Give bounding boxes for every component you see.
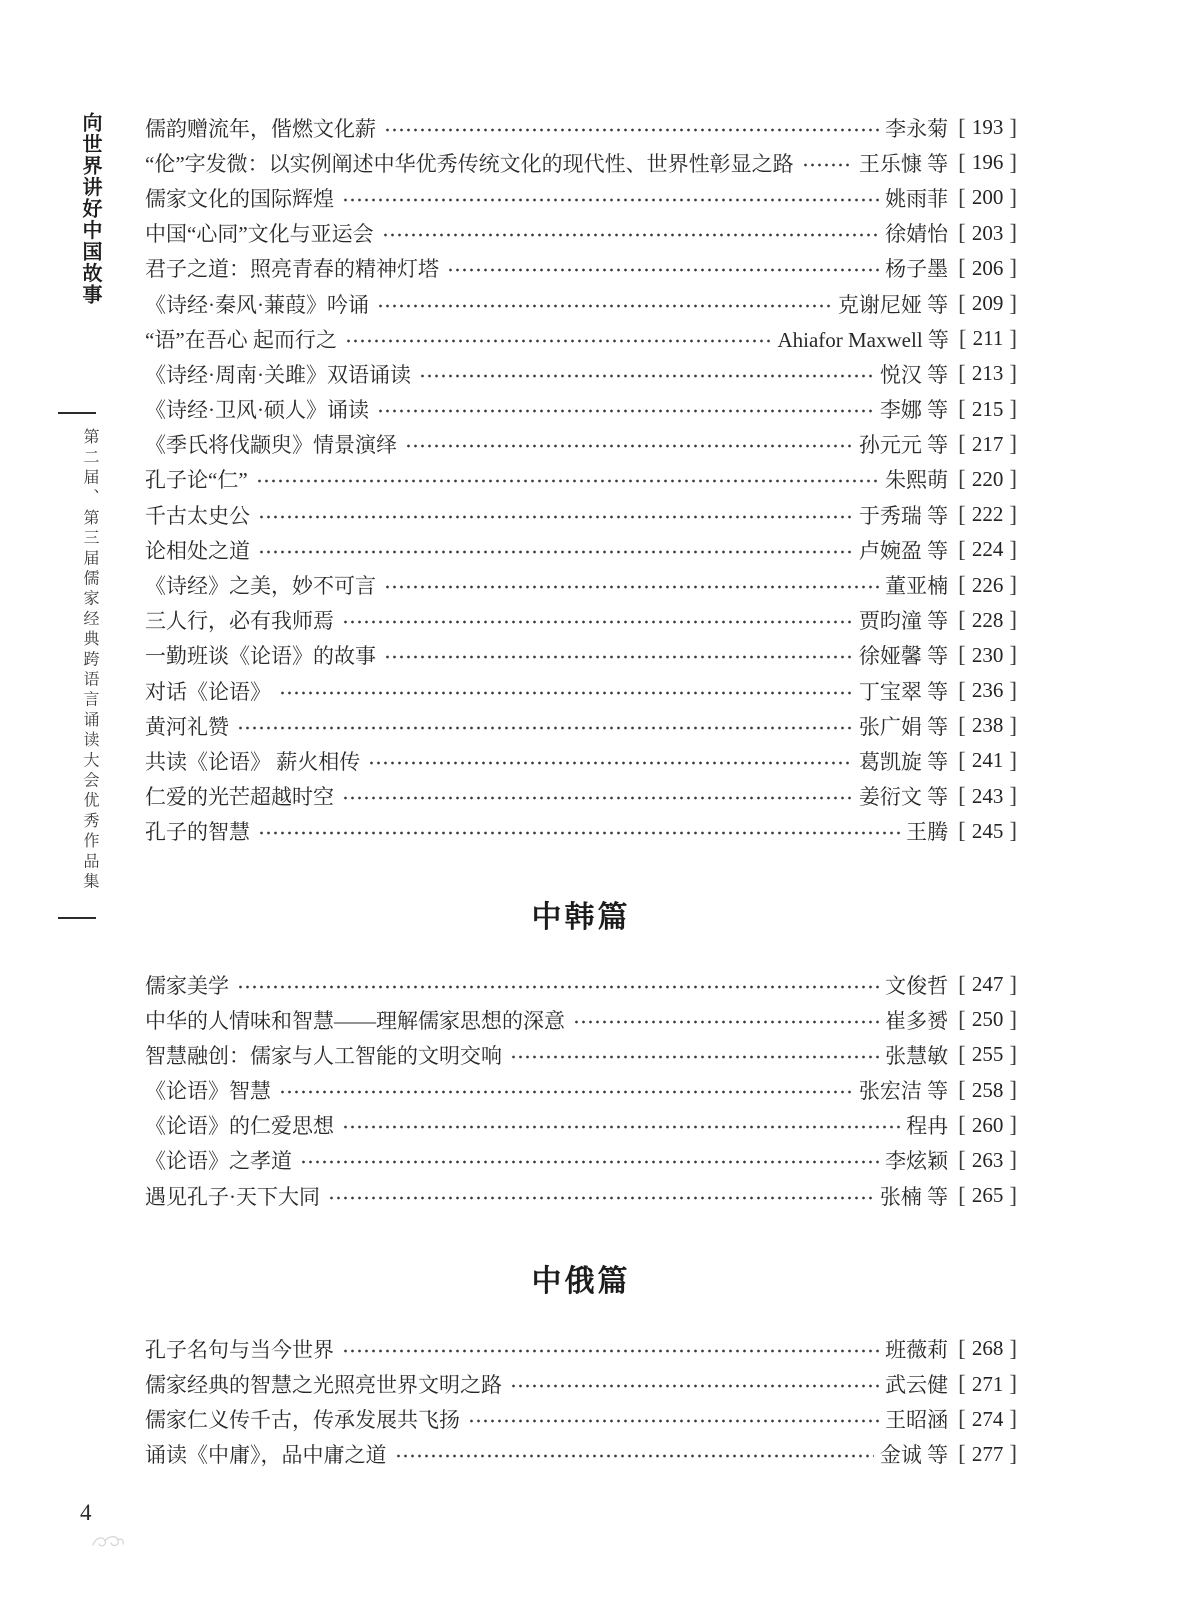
entry-page-ref xyxy=(958,972,1017,998)
bracket-open: [ xyxy=(958,536,966,562)
bracket-close: ] xyxy=(1009,536,1017,562)
entry-title: 一勤班谈《论语》的故事 xyxy=(145,644,376,669)
entry-title: 诵读《中庸》，品中庸之道 xyxy=(145,1443,387,1468)
dot-leader xyxy=(326,1190,874,1206)
bracket-close: ] xyxy=(1009,396,1017,422)
bracket-open: [ xyxy=(958,642,966,668)
page-ref-number: 268 xyxy=(971,1336,1004,1361)
bracket-close: ] xyxy=(1009,572,1017,598)
bracket-open: [ xyxy=(958,1335,966,1361)
bracket-close: ] xyxy=(1009,1147,1017,1173)
dot-leader xyxy=(254,473,880,489)
section-entries xyxy=(145,110,1017,849)
page-ref-number: 228 xyxy=(971,607,1004,632)
page-ref-number: 217 xyxy=(971,431,1004,456)
entry-title: “伦”字发微：以实例阐述中华优秀传统文化的现代性、世界性彰显之路 xyxy=(145,151,794,176)
page-ref-number: 200 xyxy=(971,185,1004,210)
page-ref-number: 250 xyxy=(971,1007,1004,1032)
toc-entry xyxy=(145,145,1017,180)
bracket-close: ] xyxy=(1009,642,1017,668)
entry-author: Ahiafor Maxwell 等 xyxy=(777,327,949,352)
toc-entry xyxy=(145,216,1017,251)
bracket-open: [ xyxy=(958,783,966,809)
bracket-open: [ xyxy=(958,1041,966,1067)
bracket-open: [ xyxy=(958,1441,966,1467)
bracket-open: [ xyxy=(958,1006,966,1032)
entry-page-ref xyxy=(958,1406,1017,1432)
bracket-open: [ xyxy=(958,184,966,210)
bracket-close: ] xyxy=(1009,1077,1017,1103)
toc-entry xyxy=(145,603,1017,638)
entry-title: 《论语》之孝道 xyxy=(145,1149,292,1174)
entry-page-ref xyxy=(958,1371,1017,1397)
entry-title: 孔子名句与当今世界 xyxy=(145,1337,334,1362)
entry-author: 杨子墨 xyxy=(885,257,949,282)
toc-entry xyxy=(145,638,1017,673)
bracket-close: ] xyxy=(1009,1406,1017,1432)
page-ref-number: 260 xyxy=(971,1112,1004,1137)
toc-list xyxy=(145,110,1017,1472)
entry-page-ref xyxy=(958,1147,1017,1173)
collection-title-vertical: 第二届、第三届儒家经典跨语言诵读大会优秀作品集 xyxy=(81,428,98,893)
toc-entry xyxy=(145,743,1017,778)
entry-author: 张慧敏 xyxy=(885,1043,949,1068)
entry-title: 《论语》智慧 xyxy=(145,1079,271,1104)
bracket-open: [ xyxy=(958,1077,966,1103)
entry-page-ref xyxy=(958,396,1017,422)
entry-title: 共读《论语》 薪火相传 xyxy=(145,749,361,774)
bracket-close: ] xyxy=(1009,818,1017,844)
dot-leader xyxy=(508,1378,879,1394)
entry-title: 儒家美学 xyxy=(145,973,229,998)
toc-entry xyxy=(145,462,1017,497)
toc-entry xyxy=(145,110,1017,145)
dot-leader xyxy=(256,825,900,841)
page-ref-number: 238 xyxy=(971,713,1004,738)
entry-title: 千古太史公 xyxy=(145,503,250,528)
bracket-close: ] xyxy=(1009,1371,1017,1397)
entry-author: 葛凯旋 等 xyxy=(858,749,949,774)
entry-page-ref xyxy=(958,220,1017,246)
page-ref-number: 222 xyxy=(971,502,1004,527)
toc-entry xyxy=(145,392,1017,427)
cloud-ornament-icon xyxy=(90,1532,126,1552)
dot-leader xyxy=(256,544,853,560)
bracket-close: ] xyxy=(1009,184,1017,210)
bracket-open: [ xyxy=(958,220,966,246)
entry-title: 《论语》的仁爱思想 xyxy=(145,1114,334,1139)
dot-leader xyxy=(298,1154,879,1170)
entry-page-ref xyxy=(958,361,1017,387)
page-ref-number: 265 xyxy=(971,1183,1004,1208)
bracket-close: ] xyxy=(1009,1182,1017,1208)
bracket-open: [ xyxy=(958,607,966,633)
page-ref-number: 243 xyxy=(971,783,1004,808)
toc-section xyxy=(145,897,1017,1213)
dot-leader xyxy=(466,1413,879,1429)
entry-title: 儒家经典的智慧之光照亮世界文明之路 xyxy=(145,1373,502,1398)
bracket-close: ] xyxy=(1009,1441,1017,1467)
entry-author: 文俊哲 xyxy=(885,973,949,998)
toc-entry xyxy=(145,286,1017,321)
dot-leader xyxy=(340,192,879,208)
dot-leader xyxy=(366,755,853,771)
bracket-close: ] xyxy=(1009,783,1017,809)
bracket-close: ] xyxy=(1009,325,1017,351)
entry-author: 张广娟 等 xyxy=(858,714,949,739)
bracket-close: ] xyxy=(1009,501,1017,527)
bracket-open: [ xyxy=(958,501,966,527)
toc-entry xyxy=(145,497,1017,532)
page-ref-number: 211 xyxy=(972,326,1004,351)
entry-page-ref xyxy=(958,1077,1017,1103)
dot-leader xyxy=(571,1014,879,1030)
bracket-close: ] xyxy=(1009,255,1017,281)
dot-leader xyxy=(375,298,832,314)
dot-leader xyxy=(277,685,853,701)
toc-entry xyxy=(145,779,1017,814)
bracket-open: [ xyxy=(958,712,966,738)
entry-title: 仁爱的光芒超越时空 xyxy=(145,785,334,810)
entry-author: 金诚 等 xyxy=(879,1443,949,1468)
entry-title: 《季氏将伐颛臾》情景演绎 xyxy=(145,433,397,458)
bracket-open: [ xyxy=(958,572,966,598)
bracket-close: ] xyxy=(1009,114,1017,140)
toc-entry xyxy=(145,1002,1017,1037)
bracket-close: ] xyxy=(1009,1006,1017,1032)
bracket-close: ] xyxy=(1009,290,1017,316)
entry-page-ref xyxy=(958,607,1017,633)
bracket-close: ] xyxy=(1009,712,1017,738)
entry-title: 中国“心同”文化与亚运会 xyxy=(145,222,374,247)
entry-author: 徐婧怡 xyxy=(885,222,949,247)
bracket-open: [ xyxy=(958,290,966,316)
entry-title: 孔子的智慧 xyxy=(145,820,250,845)
page-ref-number: 241 xyxy=(971,748,1004,773)
entry-author: 崔多赟 xyxy=(885,1008,949,1033)
bracket-open: [ xyxy=(958,1112,966,1138)
toc-entry xyxy=(145,1178,1017,1213)
dot-leader xyxy=(343,333,772,349)
entry-author: 张楠 等 xyxy=(879,1184,949,1209)
dot-leader xyxy=(393,1448,874,1464)
bracket-open: [ xyxy=(958,677,966,703)
entry-page-ref xyxy=(958,1112,1017,1138)
bracket-close: ] xyxy=(1009,607,1017,633)
entry-title: 黄河礼赞 xyxy=(145,714,229,739)
entry-page-ref xyxy=(958,642,1017,668)
bracket-close: ] xyxy=(1009,1112,1017,1138)
toc-entry xyxy=(145,673,1017,708)
toc-entry xyxy=(145,180,1017,215)
bracket-open: [ xyxy=(958,396,966,422)
page-ref-number: 274 xyxy=(971,1406,1004,1431)
dot-leader xyxy=(340,614,853,630)
entry-page-ref xyxy=(958,537,1017,563)
page-ref-number: 220 xyxy=(971,466,1004,491)
entry-author: 武云健 xyxy=(885,1373,949,1398)
entry-author: 朱熙萌 xyxy=(885,468,949,493)
entry-page-ref xyxy=(958,1007,1017,1033)
toc-entry xyxy=(145,1108,1017,1143)
spine-divider-top xyxy=(58,412,96,414)
entry-author: 李娜 等 xyxy=(879,398,949,423)
entry-page-ref xyxy=(958,1441,1017,1467)
spine-divider-bottom xyxy=(58,917,96,919)
page-ref-number: 215 xyxy=(971,396,1004,421)
toc-entry xyxy=(145,1331,1017,1366)
entry-title: 对话《论语》 xyxy=(145,679,271,704)
page-ref-number: 277 xyxy=(971,1441,1004,1466)
toc-section xyxy=(145,110,1017,849)
toc-entry xyxy=(145,251,1017,286)
dot-leader xyxy=(340,1343,879,1359)
book-title-vertical: 向世界讲好中国故事 xyxy=(79,112,101,306)
entry-author: 张宏洁 等 xyxy=(858,1079,949,1104)
entry-title: 遇见孔子·天下大同 xyxy=(145,1184,320,1209)
entry-page-ref xyxy=(958,115,1017,141)
entry-author: 于秀瑞 等 xyxy=(858,503,949,528)
entry-page-ref xyxy=(958,572,1017,598)
entry-author: 卢婉盈 等 xyxy=(858,538,949,563)
entry-page-ref xyxy=(958,713,1017,739)
entry-author: 徐娅馨 等 xyxy=(858,644,949,669)
entry-title: 智慧融创：儒家与人工智能的文明交响 xyxy=(145,1043,502,1068)
toc-entry xyxy=(145,1402,1017,1437)
dot-leader xyxy=(445,262,879,278)
toc-entry xyxy=(145,532,1017,567)
toc-entry xyxy=(145,814,1017,849)
dot-leader xyxy=(382,649,853,665)
page-ref-number: 209 xyxy=(971,291,1004,316)
bracket-open: [ xyxy=(958,325,967,351)
entry-page-ref xyxy=(958,431,1017,457)
bracket-close: ] xyxy=(1009,1335,1017,1361)
page-ref-number: 206 xyxy=(971,255,1004,280)
dot-leader xyxy=(800,157,853,173)
page-ref-number: 245 xyxy=(971,818,1004,843)
dot-leader xyxy=(256,509,853,525)
entry-author: 王乐慷 等 xyxy=(858,151,949,176)
page-ref-number: 224 xyxy=(971,537,1004,562)
toc-entry xyxy=(145,321,1017,356)
dot-leader xyxy=(277,1084,853,1100)
page-ref-number: 193 xyxy=(971,115,1004,140)
dot-leader xyxy=(375,403,874,419)
bracket-close: ] xyxy=(1009,677,1017,703)
entry-author: 克谢尼娅 等 xyxy=(837,292,949,317)
entry-title: 儒韵赠流年，偕燃文化薪 xyxy=(145,116,376,141)
entry-title: 儒家文化的国际辉煌 xyxy=(145,186,334,211)
entry-author: 程冉 xyxy=(906,1114,949,1139)
page-ref-number: 230 xyxy=(971,642,1004,667)
entry-author: 王昭涵 xyxy=(885,1408,949,1433)
dot-leader xyxy=(235,979,879,995)
entry-page-ref xyxy=(958,291,1017,317)
entry-page-ref xyxy=(958,818,1017,844)
bracket-close: ] xyxy=(1009,466,1017,492)
entry-author: 孙元元 等 xyxy=(858,433,949,458)
page-ref-number: 255 xyxy=(971,1042,1004,1067)
entry-title: 三人行，必有我师焉 xyxy=(145,609,334,634)
dot-leader xyxy=(508,1049,879,1065)
toc-section xyxy=(145,1261,1017,1472)
entry-title: 儒家仁义传千古，传承发展共飞扬 xyxy=(145,1408,460,1433)
page-ref-number: 263 xyxy=(971,1147,1004,1172)
entry-author: 董亚楠 xyxy=(885,574,949,599)
bracket-open: [ xyxy=(958,1182,966,1208)
bracket-open: [ xyxy=(958,114,966,140)
entry-title: 君子之道：照亮青春的精神灯塔 xyxy=(145,257,439,282)
entry-page-ref xyxy=(958,1042,1017,1068)
page-ref-number: 236 xyxy=(971,678,1004,703)
section-entries xyxy=(145,967,1017,1213)
bracket-close: ] xyxy=(1009,971,1017,997)
entry-author: 班薇莉 xyxy=(885,1337,949,1362)
bracket-open: [ xyxy=(958,1371,966,1397)
toc-entry xyxy=(145,1037,1017,1072)
toc-entry xyxy=(145,567,1017,602)
page-ref-number: 247 xyxy=(971,972,1004,997)
toc-entry xyxy=(145,356,1017,391)
entry-author: 王腾 xyxy=(906,820,949,845)
entry-page-ref xyxy=(958,185,1017,211)
page-number: 4 xyxy=(80,1500,92,1525)
page-ref-number: 226 xyxy=(971,572,1004,597)
bracket-open: [ xyxy=(958,818,966,844)
dot-leader xyxy=(403,438,853,454)
entry-author: 李永菊 xyxy=(885,116,949,141)
section-heading: 中韩篇 xyxy=(531,900,631,934)
entry-title: 《诗经·秦风·蒹葭》吟诵 xyxy=(145,292,369,317)
bracket-close: ] xyxy=(1009,220,1017,246)
entry-author: 姜衍文 等 xyxy=(858,785,949,810)
entry-author: 李炫颖 xyxy=(885,1149,949,1174)
entry-page-ref xyxy=(958,1183,1017,1209)
dot-leader xyxy=(340,1119,900,1135)
section-entries xyxy=(145,1331,1017,1472)
bracket-open: [ xyxy=(958,1147,966,1173)
dot-leader xyxy=(382,579,879,595)
entry-page-ref xyxy=(958,783,1017,809)
entry-title: 《诗经·卫风·硕人》诵读 xyxy=(145,398,369,423)
bracket-open: [ xyxy=(958,747,966,773)
entry-page-ref xyxy=(958,748,1017,774)
entry-author: 姚雨菲 xyxy=(885,186,949,211)
bracket-open: [ xyxy=(958,431,966,457)
entry-author: 贾昀潼 等 xyxy=(858,609,949,634)
dot-leader xyxy=(235,720,853,736)
entry-page-ref xyxy=(958,255,1017,281)
section-heading: 中俄篇 xyxy=(531,1265,631,1299)
bracket-open: [ xyxy=(958,971,966,997)
toc-entry xyxy=(145,967,1017,1002)
dot-leader xyxy=(340,790,853,806)
entry-title: 《诗经·周南·关雎》双语诵读 xyxy=(145,362,411,387)
dot-leader xyxy=(382,122,879,138)
bracket-open: [ xyxy=(958,149,966,175)
dot-leader xyxy=(417,368,874,384)
toc-entry xyxy=(145,427,1017,462)
entry-title: 孔子论“仁” xyxy=(145,468,248,493)
page-ref-number: 203 xyxy=(971,220,1004,245)
toc-entry xyxy=(145,1366,1017,1401)
page-ref-number: 271 xyxy=(971,1371,1004,1396)
toc-entry xyxy=(145,708,1017,743)
entry-title: “语”在吾心 起而行之 xyxy=(145,327,337,352)
bracket-close: ] xyxy=(1009,747,1017,773)
toc-entry xyxy=(145,1437,1017,1472)
entry-page-ref xyxy=(959,326,1017,352)
entry-page-ref xyxy=(958,502,1017,528)
entry-page-ref xyxy=(958,466,1017,492)
toc-entry xyxy=(145,1073,1017,1108)
page-ref-number: 213 xyxy=(971,361,1004,386)
bracket-close: ] xyxy=(1009,431,1017,457)
bracket-close: ] xyxy=(1009,360,1017,386)
entry-page-ref xyxy=(958,678,1017,704)
entry-author: 悦汉 等 xyxy=(879,362,949,387)
page-ref-number: 196 xyxy=(971,150,1004,175)
bracket-open: [ xyxy=(958,255,966,281)
entry-author: 丁宝翠 等 xyxy=(858,679,949,704)
entry-page-ref xyxy=(958,1336,1017,1362)
dot-leader xyxy=(380,227,880,243)
entry-page-ref xyxy=(958,150,1017,176)
bracket-close: ] xyxy=(1009,149,1017,175)
entry-title: 中华的人情味和智慧——理解儒家思想的深意 xyxy=(145,1008,565,1033)
bracket-open: [ xyxy=(958,360,966,386)
bracket-open: [ xyxy=(958,1406,966,1432)
page-ref-number: 258 xyxy=(971,1077,1004,1102)
bracket-close: ] xyxy=(1009,1041,1017,1067)
bracket-open: [ xyxy=(958,466,966,492)
entry-title: 《诗经》之美，妙不可言 xyxy=(145,574,376,599)
toc-entry xyxy=(145,1143,1017,1178)
entry-title: 论相处之道 xyxy=(145,538,250,563)
